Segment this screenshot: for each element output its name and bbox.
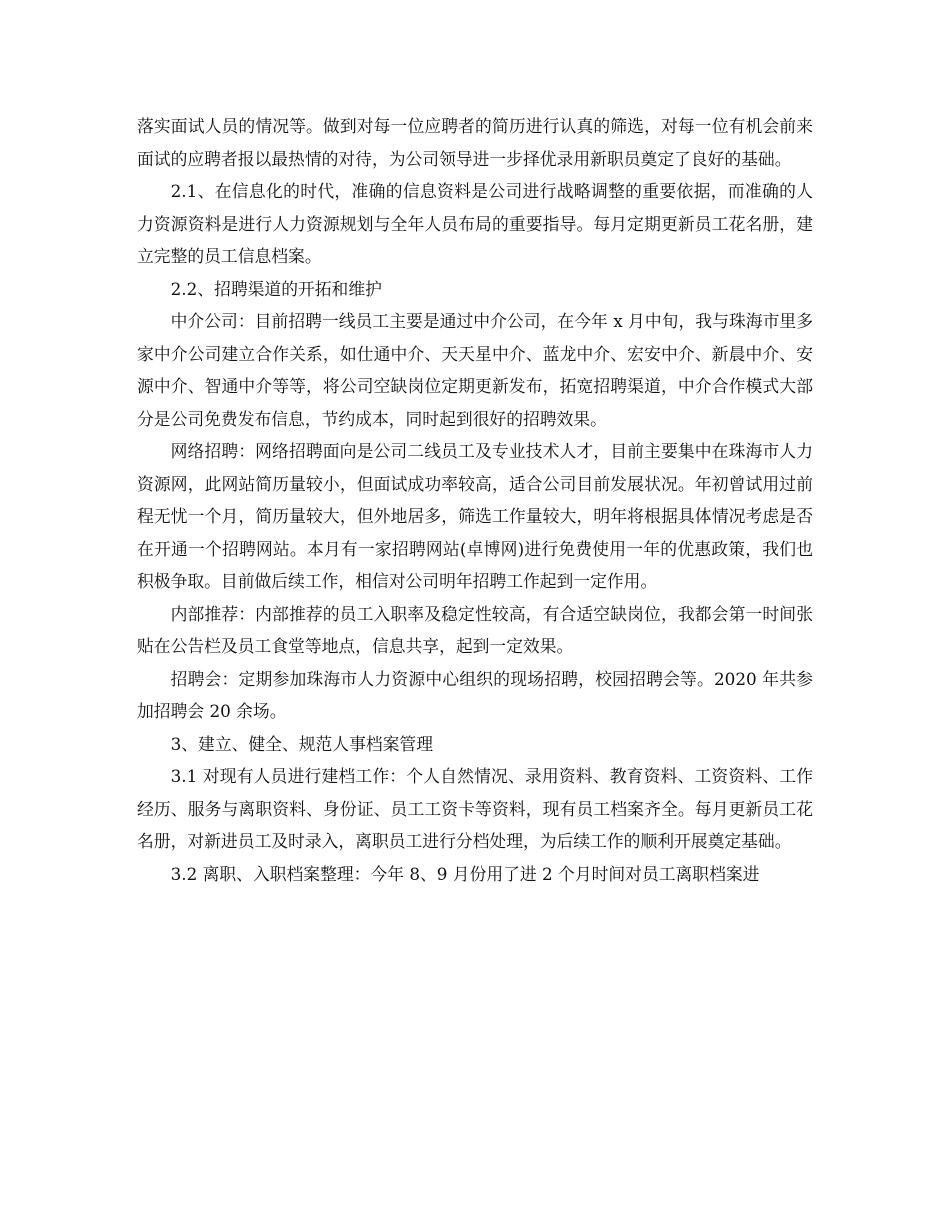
paragraph-agency: 中介公司：目前招聘一线员工主要是通过中介公司，在今年 x 月中旬，我与珠海市里多家中介公司建立合作关系，如仕通中介、天天星中介、蓝龙中介、宏安中介、新晨中介、安源中介、智通中介等等，将公司空缺岗位定期更新发布，拓宽招聘渠道，中介合作模式大部分是公司免费发布信息，节约成本，同时起到很好的招聘效果。 [137,311,813,429]
paragraph-2-1: 2.1、在信息化的时代，准确的信息资料是公司进行战略调整的重要依据，而准确的人力资源资料是进行人力资源规划与全年人员布局的重要指导。每月定期更新员工花名册，建立完整的员工信息档案。 [137,181,813,266]
document-page [137,110,813,890]
section-heading-2-2: 2.2、招聘渠道的开拓和维护 [170,278,382,299]
paragraph-3-1: 3.1 对现有人员进行建档工作：个人自然情况、录用资料、教育资料、工资资料、工作经历、服务与离职资料、身份证、员工工资卡等资料，现有员工档案齐全。每月更新员工花名册，对新进员工及时录入，离职员工进行分档处理，为后续工作的顺利开展奠定基础。 [137,766,813,851]
paragraph: 落实面试人员的情况等。做到对每一位应聘者的简历进行认真的筛选，对每一位有机会前来面试的应聘者报以最热情的对待，为公司领导进一步择优录用新职员奠定了良好的基础。 [137,116,813,169]
paragraph-3-2: 3.2 离职、入职档案整理：今年 8、9 月份用了进 2 个月时间对员工离职档案进 [170,863,760,884]
paragraph-internal-referral: 内部推荐：内部推荐的员工入职率及稳定性较高，有合适空缺岗位，我都会第一时间张贴在公告栏及员工食堂等地点，信息共享，起到一定效果。 [137,603,813,656]
section-heading-3: 3、建立、健全、规范人事档案管理 [170,733,433,754]
paragraph-job-fair: 招聘会：定期参加珠海市人力资源中心组织的现场招聘，校园招聘会等。2020 年共参加招聘会 20 余场。 [137,668,813,721]
paragraph-online-recruiting: 网络招聘：网络招聘面向是公司二线员工及专业技术人才，目前主要集中在珠海市人力资源网，此网站简历量较小，但面试成功率较高，适合公司目前发展状况。年初曾试用过前程无忧一个月，简历量较大，但外地居多，筛选工作量较大，明年将根据具体情况考虑是否在开通一个招聘网站。本月有一家招聘网站(卓博网)进行免费使用一年的优惠政策，我们也积极争取。目前做后续工作，相信对公司明年招聘工作起到一定作用。 [137,441,813,591]
